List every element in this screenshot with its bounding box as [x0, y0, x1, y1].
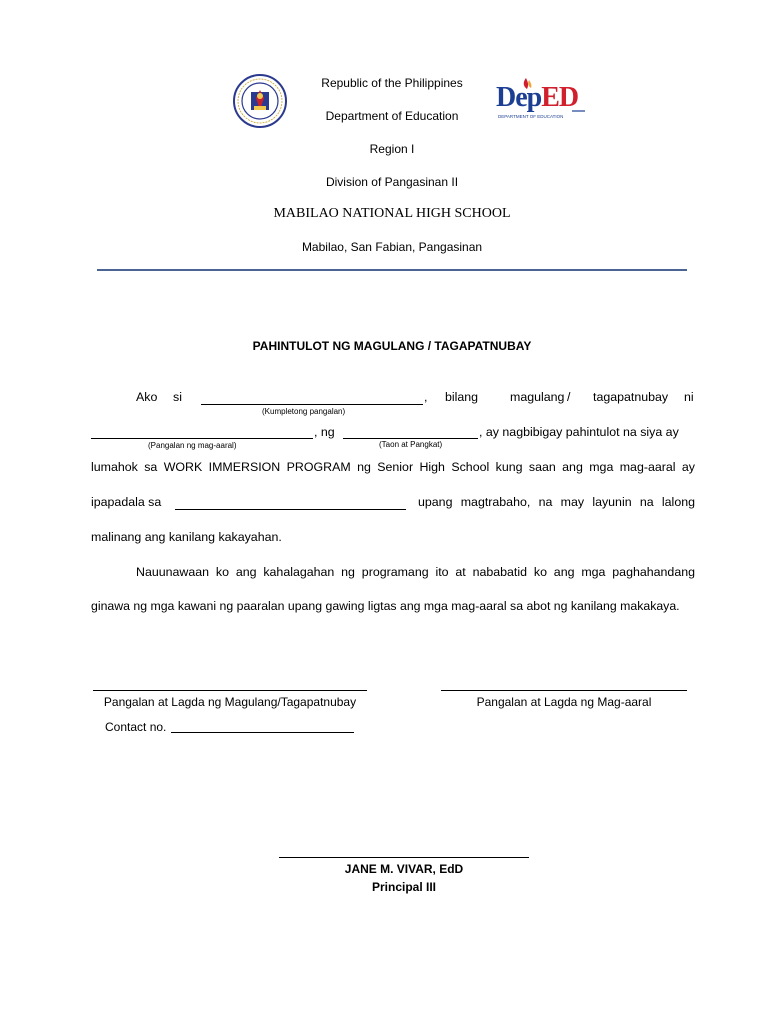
- placement-blank[interactable]: [175, 498, 406, 510]
- text-ipapadala: ipapadala sa: [91, 495, 162, 509]
- label-student-name: (Pangalan ng mag-aaral): [148, 441, 237, 450]
- text-p2-line2: ginawa ng mga kawani ng paaralan upang gawing ligtas ang mga mag-aaral sa abot ng kanilang makakaya.: [91, 599, 680, 613]
- header-department: Department of Education: [325, 109, 459, 123]
- principal-name: JANE M. VIVAR, EdD: [344, 862, 464, 876]
- student-signature-line[interactable]: [441, 690, 687, 691]
- student-name-blank[interactable]: [91, 427, 313, 439]
- deped-logo: DepED DEPARTMENT OF EDUCATION: [496, 74, 586, 122]
- text-bilang: bilang: [445, 390, 479, 404]
- text-si: si: [173, 390, 182, 404]
- text-line5: malinang ang kanilang kakayahan.: [91, 530, 282, 544]
- school-address: Mabilao, San Fabian, Pangasinan: [301, 240, 483, 254]
- contact-blank[interactable]: [171, 721, 354, 733]
- form-title: PAHINTULOT NG MAGULANG / TAGAPATNUBAY: [252, 339, 532, 353]
- header-republic: Republic of the Philippines: [321, 76, 463, 90]
- text-after-place: upang magtrabaho, na may layunin na lalong: [418, 495, 695, 509]
- text-ni: ni: [684, 390, 694, 404]
- student-signature-label: Pangalan at Lagda ng Mag-aaral: [476, 695, 652, 709]
- header-division: Division of Pangasinan II: [325, 175, 459, 189]
- text-ako: Ako: [136, 390, 158, 404]
- text-p2-line1: Nauunawaan ko ang kahalagahan ng programang ito at nababatid ko ang mga paghahandang: [136, 565, 695, 579]
- fullname-blank[interactable]: [201, 393, 423, 405]
- text-tagapatnubay: tagapatnubay: [593, 390, 669, 404]
- principal-signature-line: [279, 857, 529, 858]
- grade-section-blank[interactable]: [343, 427, 478, 439]
- label-grade-section: (Taon at Pangkat): [379, 440, 443, 449]
- text-line3: lumahok sa WORK IMMERSION PROGRAM ng Senior High School kung saan ang mga mag-aaral ay: [91, 460, 695, 474]
- principal-title: Principal III: [371, 880, 437, 894]
- text-ng: , ng: [314, 425, 335, 439]
- deped-logo-subtitle: DEPARTMENT OF EDUCATION: [498, 114, 564, 119]
- text-magulang: magulang: [510, 390, 565, 404]
- contact-label: Contact no.: [105, 720, 167, 734]
- parent-signature-line[interactable]: [93, 690, 367, 691]
- school-name: MABILAO NATIONAL HIGH SCHOOL: [273, 206, 511, 221]
- parent-signature-label: Pangalan at Lagda ng Magulang/Tagapatnubay: [103, 695, 357, 709]
- text-after-grade: , ay nagbibigay pahintulot na siya ay: [479, 425, 679, 439]
- label-fullname: (Kumpletong pangalan): [262, 407, 346, 416]
- header-region: Region I: [369, 142, 415, 156]
- text-slash: /: [567, 390, 571, 404]
- header-divider: [97, 269, 687, 271]
- text-comma: ,: [424, 390, 428, 404]
